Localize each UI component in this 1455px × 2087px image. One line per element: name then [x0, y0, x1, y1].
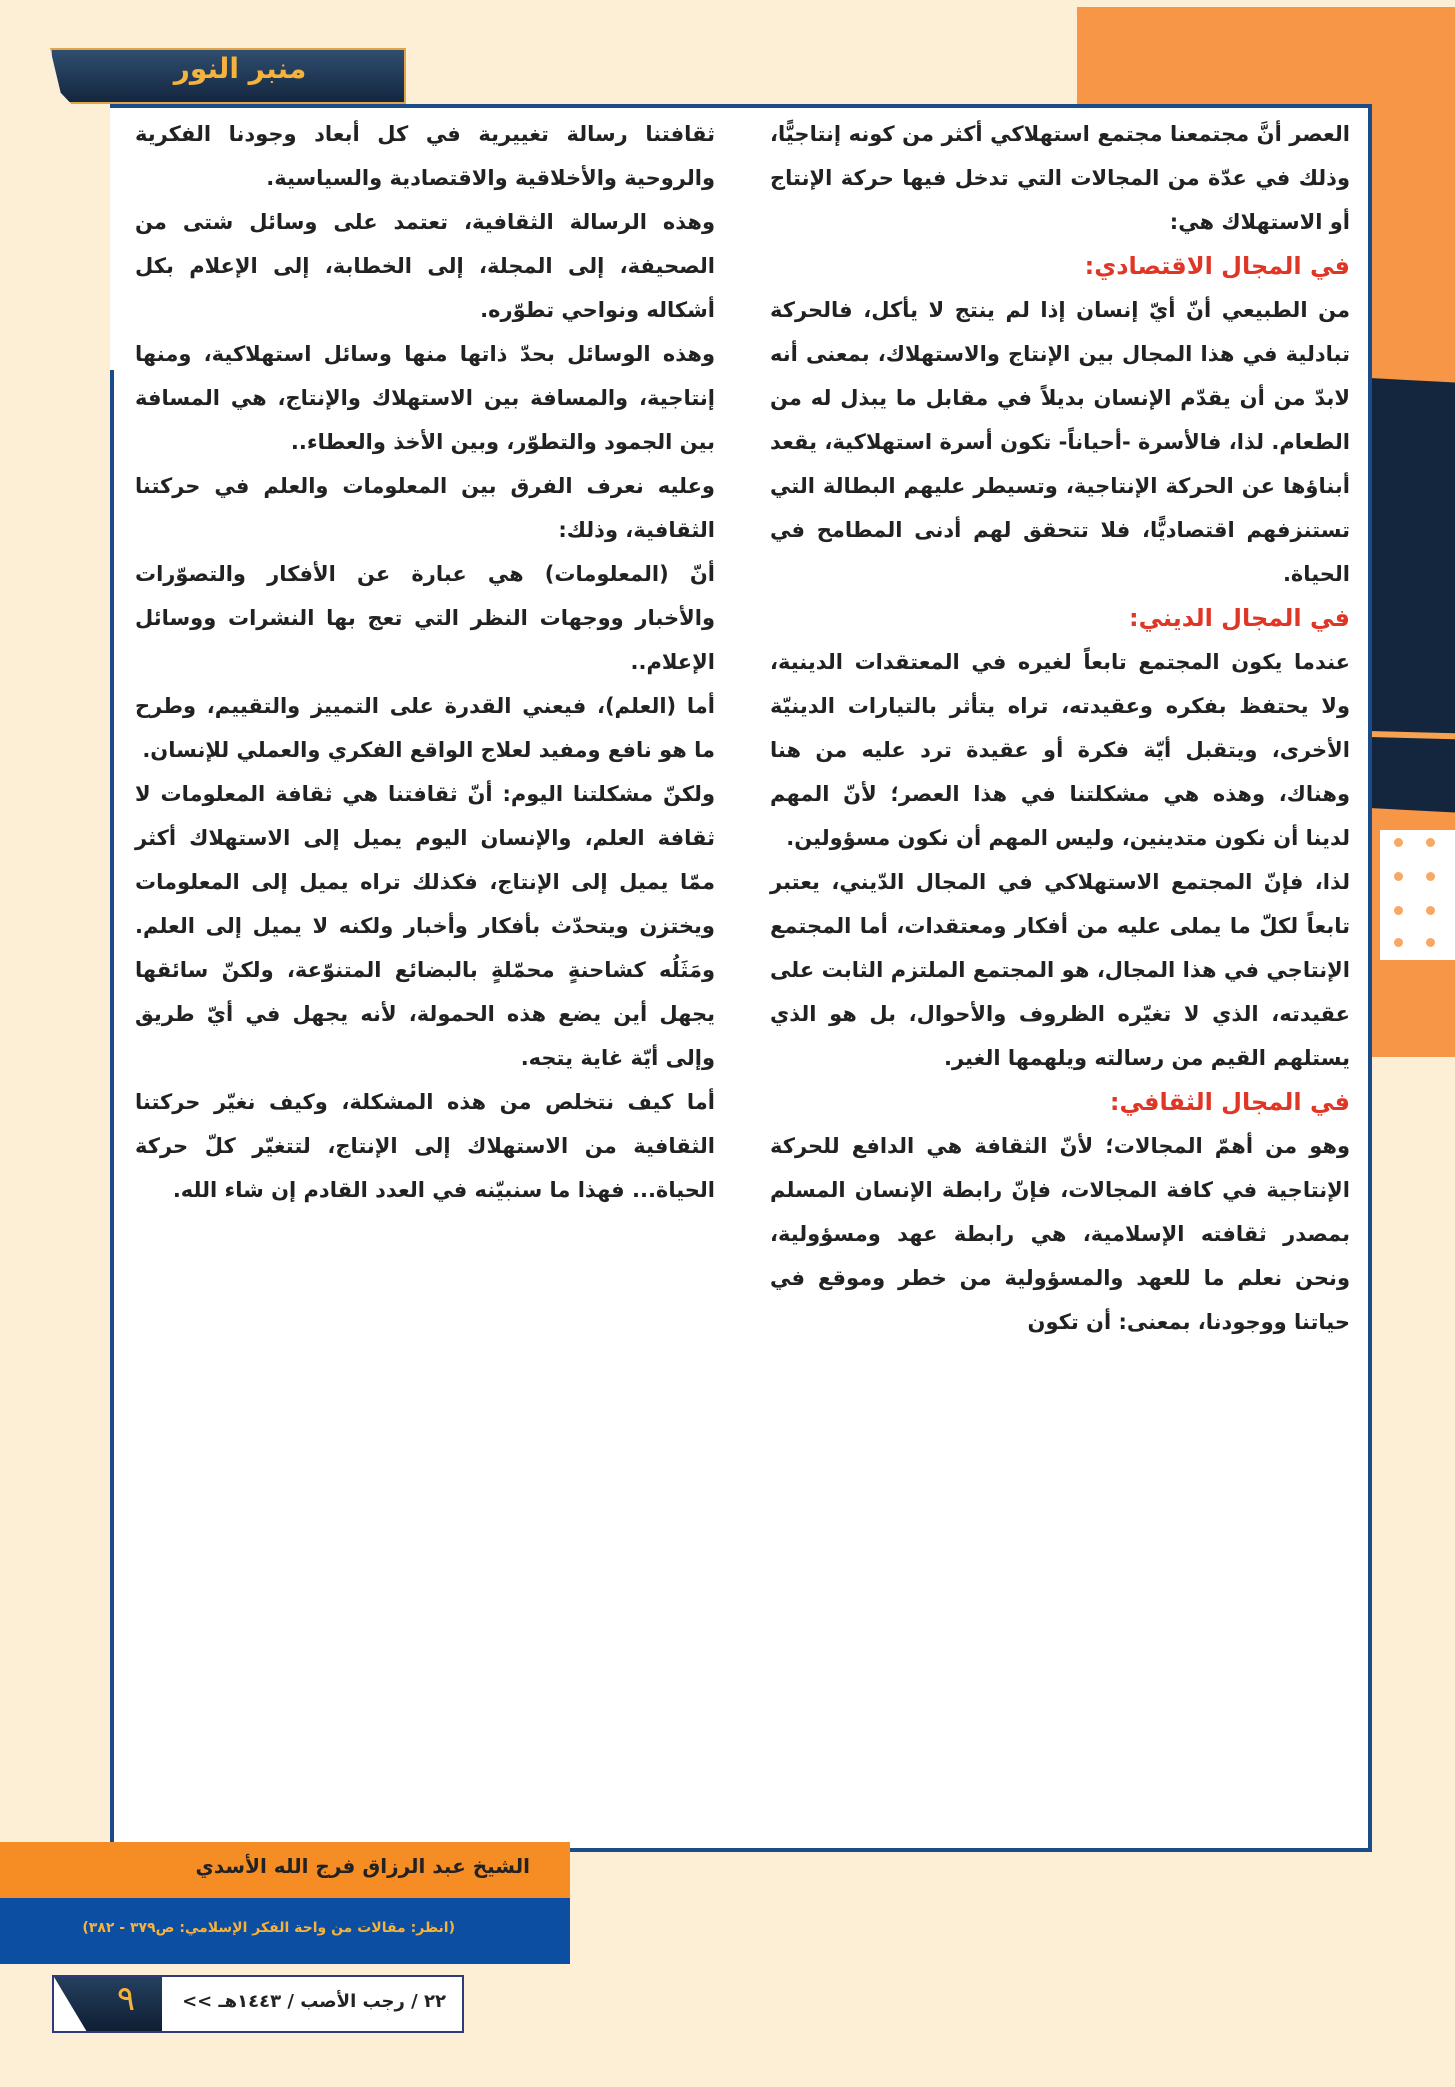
- section-title: منبر النور: [173, 52, 307, 85]
- paragraph: وهذه الرسالة الثقافية، تعتمد على وسائل شتى من الصحيفة، إلى المجلة، إلى الخطابة، إلى الإعلام بكل أشكاله ونواحي تطوّره.: [135, 210, 715, 322]
- paragraph: العصر أنَّ مجتمعنا مجتمع استهلاكي أكثر من كونه إنتاجيًّا، وذلك في عدّة من المجالات التي تدخل فيها حركة الإنتاج أو الاستهلاك هي:: [770, 122, 1350, 234]
- page-footer: [52, 1975, 464, 2033]
- issue-info: ٢٢ / رجب الأصب / ١٤٤٣هـ >>: [182, 1991, 446, 2012]
- paragraph: لذا، فإنّ المجتمع الاستهلاكي في المجال الدّيني، يعتبر تابعاً لكلّ ما يملى عليه من أفكار ومعتقدات، أما المجتمع الإنتاجي في هذا المجال، هو المجتمع الملتزم الثابت على عقيدته، الذي لا تغيّره الظروف والأحوال، بل هو الذي يستلهم القيم من رسالته ويلهمها الغير.: [770, 870, 1350, 1070]
- page-number: ٩: [116, 1979, 136, 2019]
- source-citation: (انظر: مقالات من واحة الفكر الإسلامي: ص٣٧٩ - ٣٨٢): [82, 1920, 455, 1936]
- article-column-left: [135, 112, 715, 1212]
- paragraph: وهذه الوسائل بحدّ ذاتها منها وسائل استهلاكية، ومنها إنتاجية، والمسافة بين الاستهلاك والإنتاج، هي المسافة بين الجمود والتطوّر، وبين الأخذ والعطاء..: [135, 342, 715, 454]
- article-column-right: [770, 112, 1350, 1344]
- paragraph: أما كيف نتخلص من هذه المشكلة، وكيف نغيّر حركتنا الثقافية من الاستهلاك إلى الإنتاج، لتتغيّر كلّ حركة الحياة... فهذا ما سنبيّنه في العدد القادم إن شاء الله.: [135, 1090, 715, 1202]
- decorative-navy-band: [1360, 378, 1455, 813]
- paragraph: ثقافتنا رسالة تغييرية في كل أبعاد وجودنا الفكرية والروحية والأخلاقية والاقتصادية والسياسية.: [135, 122, 715, 190]
- decorative-dots: [1380, 830, 1455, 960]
- heading-religious: في المجال الديني:: [1129, 604, 1350, 632]
- paragraph: ولكنّ مشكلتنا اليوم: أنّ ثقافتنا هي ثقافة المعلومات لا ثقافة العلم، والإنسان اليوم يميل إلى الاستهلاك أكثر ممّا يميل إلى الإنتاج، فكذلك تراه يميل إلى المعلومات ويختزن ويتحدّث بأفكار وأخبار ولكنه لا يميل إلى العلم. ومَثَلُه كشاحنةٍ محمّلةٍ بالبضائع المتنوّعة، ولكنّ سائقها يجهل أين يضع هذه الحمولة، لأنه يجهل في أيّ طريق وإلى أيّة غاية يتجه.: [135, 782, 715, 1070]
- paragraph: عندما يكون المجتمع تابعاً لغيره في المعتقدات الدينية، ولا يحتفظ بفكره وعقيدته، تراه يتأثر بالتيارات الدينيّة الأخرى، ويتقبل أيّة فكرة أو عقيدة ترد عليه من هنا وهناك، وهذه هي مشكلتنا في هذا العصر؛ لأنّ المهم لدينا أن نكون متدينين، وليس المهم أن نكون مسؤولين.: [770, 650, 1350, 850]
- paragraph: أنّ (المعلومات) هي عبارة عن الأفكار والتصوّرات والأخبار ووجهات النظر التي تعج بها النشرات ووسائل الإعلام..: [135, 562, 715, 674]
- paragraph: أما (العلم)، فيعني القدرة على التمييز والتقييم، وطرح ما هو نافع ومفيد لعلاج الواقع الفكري والعملي للإنسان.: [135, 694, 715, 762]
- author-name: الشيخ عبد الرزاق فرج الله الأسدي: [195, 1854, 530, 1878]
- heading-cultural: في المجال الثقافي:: [1109, 1088, 1350, 1116]
- paragraph: من الطبيعي أنّ أيّ إنسان إذا لم ينتج لا يأكل، فالحركة تبادلية في هذا المجال بين الإنتاج والاستهلاك، بمعنى أنه لابدّ من أن يقدّم الإنسان بديلاً في مقابل ما يبذل له من الطعام. لذا، فالأسرة -أحياناً- تكون أسرة استهلاكية، يقعد أبناؤها عن الحركة الإنتاجية، وتسيطر عليهم البطالة التي تستنزفهم اقتصاديًّا، فلا تتحقق لهم أدنى المطامح في الحياة.: [770, 298, 1350, 586]
- paragraph: وهو من أهمّ المجالات؛ لأنّ الثقافة هي الدافع للحركة الإنتاجية في كافة المجالات، فإنّ رابطة الإنسان المسلم بمصدر ثقافته الإسلامية، هي رابطة عهد ومسؤولية، ونحن نعلم ما للعهد والمسؤولية من خطر وموقع في حياتنا ووجودنا، بمعنى: أن تكون: [770, 1134, 1350, 1334]
- author-bar: [0, 1842, 570, 1898]
- heading-economic: في المجال الاقتصادي:: [1084, 252, 1350, 280]
- paragraph: وعليه نعرف الفرق بين المعلومات والعلم في حركتنا الثقافية، وذلك:: [135, 474, 715, 542]
- frame-left-border: [110, 370, 114, 1860]
- source-bar: [0, 1898, 570, 1964]
